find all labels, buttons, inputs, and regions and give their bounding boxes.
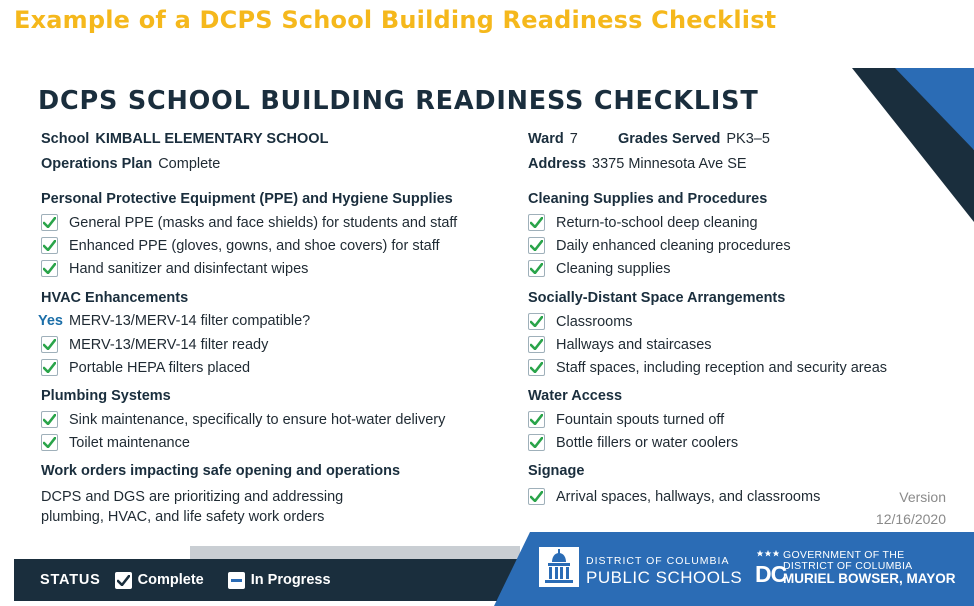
check-icon xyxy=(528,336,545,353)
check-icon xyxy=(41,336,58,353)
list-item xyxy=(528,336,712,353)
item-label: Daily enhanced cleaning procedures xyxy=(556,237,791,254)
dc-mark: DC xyxy=(755,561,787,587)
document-title: DCPS SCHOOL BUILDING READINESS CHECKLIST xyxy=(38,86,759,116)
list-item xyxy=(41,434,190,451)
grades-label: Grades Served xyxy=(618,131,721,147)
grades-value: PK3–5 xyxy=(726,131,770,147)
operations-plan-field xyxy=(41,156,220,172)
item-label: Portable HEPA filters placed xyxy=(69,359,251,376)
check-icon xyxy=(41,434,58,451)
grades-field xyxy=(618,131,770,147)
check-icon xyxy=(528,359,545,376)
dc-flag-icon xyxy=(757,549,779,559)
check-icon xyxy=(528,260,545,277)
list-item xyxy=(38,313,310,329)
item-label: Sink maintenance, specifically to ensure hot-water delivery xyxy=(69,411,446,428)
item-label: Staff spaces, including reception and security areas xyxy=(556,359,888,376)
item-label: Hallways and staircases xyxy=(556,336,712,353)
version-date: 12/16/2020 xyxy=(875,511,946,527)
complete-check-icon xyxy=(115,572,132,589)
check-icon xyxy=(41,359,58,376)
in-progress-icon xyxy=(228,572,245,589)
list-item xyxy=(41,237,440,254)
item-label: Enhanced PPE (gloves, gowns, and shoe covers) for staff xyxy=(69,237,440,254)
check-icon xyxy=(41,237,58,254)
in-progress-label: In Progress xyxy=(250,572,331,588)
item-label: MERV-13/MERV-14 filter ready xyxy=(69,336,269,353)
version-info xyxy=(876,486,946,530)
list-item xyxy=(528,214,758,231)
item-label: General PPE (masks and face shields) for students and staff xyxy=(69,214,458,231)
list-item xyxy=(41,214,457,231)
list-item xyxy=(528,411,724,428)
address-field xyxy=(528,156,747,172)
check-icon xyxy=(41,260,58,277)
list-item xyxy=(528,434,738,451)
item-label: Return-to-school deep cleaning xyxy=(556,214,758,231)
plumbing-section-title: Plumbing Systems xyxy=(41,388,171,404)
check-icon xyxy=(528,411,545,428)
list-item xyxy=(41,359,250,376)
item-label: MERV-13/MERV-14 filter compatible? xyxy=(69,313,311,329)
list-item xyxy=(528,237,791,254)
list-item xyxy=(41,411,445,428)
gov-logo-line-2: DISTRICT OF COLUMBIA xyxy=(783,560,913,572)
ward-field xyxy=(528,131,578,147)
gov-logo-line-1: GOVERNMENT OF THE xyxy=(783,549,905,561)
check-icon xyxy=(528,214,545,231)
signage-section-title: Signage xyxy=(528,463,585,479)
ops-label: Operations Plan xyxy=(41,156,153,172)
list-item xyxy=(528,488,820,505)
work-orders-section-title: Work orders impacting safe opening and operations xyxy=(41,463,401,479)
check-icon xyxy=(528,434,545,451)
yes-badge: Yes xyxy=(38,313,63,329)
dcps-logo-line-2: PUBLIC SCHOOLS xyxy=(586,568,743,587)
school-field xyxy=(41,131,334,147)
complete-label: Complete xyxy=(137,572,204,588)
work-orders-line-2: plumbing, HVAC, and life safety work orders xyxy=(41,509,325,525)
item-label: Hand sanitizer and disinfectant wipes xyxy=(69,260,309,277)
item-label: Cleaning supplies xyxy=(556,260,671,277)
hvac-section-title: HVAC Enhancements xyxy=(41,290,189,306)
ward-label: Ward xyxy=(528,131,564,147)
cleaning-section-title: Cleaning Supplies and Procedures xyxy=(528,191,768,207)
item-label: Arrival spaces, hallways, and classrooms xyxy=(556,488,821,505)
list-item xyxy=(528,260,670,277)
check-icon xyxy=(41,214,58,231)
work-orders-text xyxy=(41,487,343,527)
list-item xyxy=(528,359,887,376)
work-orders-line-1: DCPS and DGS are prioritizing and addressing xyxy=(41,489,344,505)
ops-value: Complete xyxy=(158,156,221,172)
item-label: Fountain spouts turned off xyxy=(556,411,725,428)
list-item xyxy=(41,336,268,353)
item-label: Bottle fillers or water coolers xyxy=(556,434,739,451)
capitol-icon xyxy=(539,547,579,587)
school-label: School xyxy=(41,131,90,147)
check-icon xyxy=(528,237,545,254)
school-value: KIMBALL ELEMENTARY SCHOOL xyxy=(95,131,329,147)
dcps-logo-line-1: DISTRICT OF COLUMBIA xyxy=(586,555,730,567)
water-section-title: Water Access xyxy=(528,388,623,404)
list-item xyxy=(41,260,308,277)
gov-logo-line-3: MURIEL BOWSER, MAYOR xyxy=(783,571,956,586)
version-label: Version xyxy=(899,489,946,505)
status-label: STATUS xyxy=(40,572,101,588)
distant-section-title: Socially-Distant Space Arrangements xyxy=(528,290,786,306)
check-icon xyxy=(41,411,58,428)
item-label: Toilet maintenance xyxy=(69,434,190,451)
list-item xyxy=(528,313,633,330)
item-label: Classrooms xyxy=(556,313,633,330)
status-legend xyxy=(14,559,544,601)
ward-value: 7 xyxy=(569,131,578,147)
address-label: Address xyxy=(528,156,587,172)
address-value: 3375 Minnesota Ave SE xyxy=(592,156,747,172)
ppe-section-title: Personal Protective Equipment (PPE) and Hygiene Supplies xyxy=(41,191,453,207)
banner-title: Example of a DCPS School Building Readiness Checklist xyxy=(14,6,777,34)
check-icon xyxy=(528,313,545,330)
check-icon xyxy=(528,488,545,505)
corner-decoration xyxy=(0,0,974,300)
